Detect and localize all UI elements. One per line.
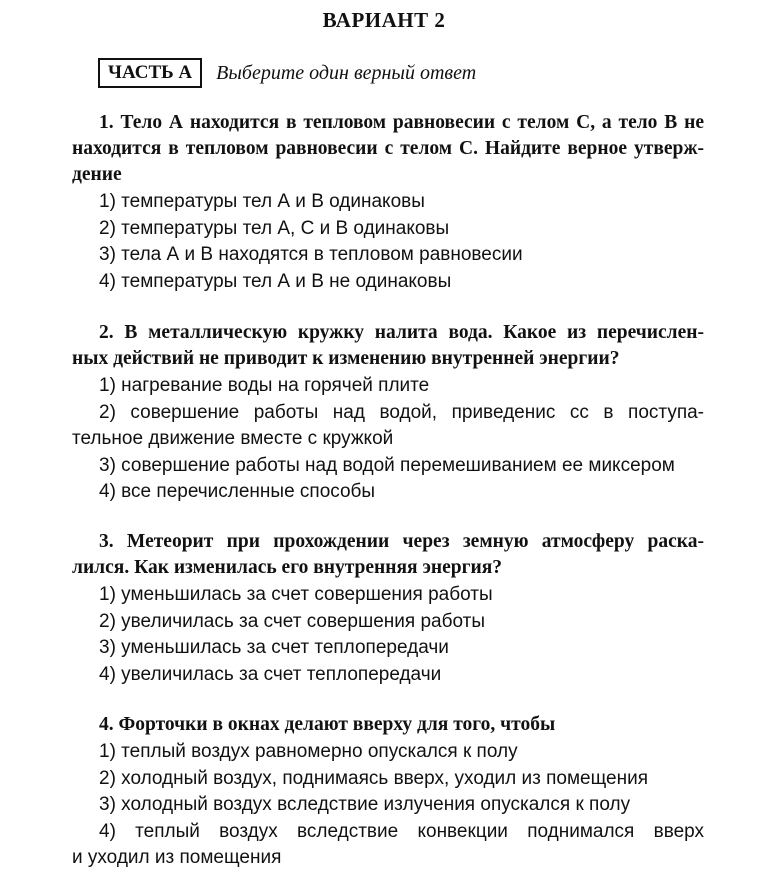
answer-option[interactable]: 1) теплый воздух равномерно опускался к полу	[99, 741, 518, 762]
answer-option[interactable]: 3) совершение работы над водой перемешиванием ее миксером	[99, 454, 675, 476]
question-4-options	[72, 739, 704, 872]
question-2	[72, 320, 704, 506]
answer-option[interactable]: 3) уменьшилась за счет теплопередачи	[99, 637, 449, 658]
question-1-options	[72, 189, 704, 295]
question-text-line: лился. Как изменилась его внутренняя энергия?	[72, 557, 503, 578]
answer-option[interactable]: 3) холодный воздух вследствие излучения опускался к полу	[99, 794, 631, 815]
answer-option[interactable]: 1) уменьшилась за счет совершения работы	[99, 584, 493, 605]
part-instruction: Выберите один верный ответ	[216, 61, 477, 84]
question-4	[72, 712, 704, 872]
answer-option[interactable]: 4) увеличилась за счет теплопередачи	[99, 663, 442, 685]
answer-option[interactable]: 1) температуры тел А и В одинаковы	[99, 191, 425, 212]
question-text-line: 2. В металлическую кружку налита вода. Какое из перечислен-	[99, 322, 704, 343]
question-text-line: 1. Тело А находится в тепловом равновесии с телом С, а тело В не	[99, 112, 704, 133]
question-text-line: 3. Метеорит при прохождении через земную атмосферу раска-	[99, 531, 704, 552]
part-label-box: ЧАСТЬ А	[98, 58, 202, 88]
question-text-line: находится в тепловом равновесии с телом С. Найдите верное утверж-	[72, 138, 704, 159]
question-2-options	[72, 373, 704, 506]
question-text-line: 4. Форточки в окнах делают вверху для того, чтобы	[99, 714, 556, 735]
question-4-text	[72, 712, 704, 738]
variant-title: ВАРИАНТ 2	[322, 8, 446, 32]
question-3-options	[72, 582, 704, 688]
answer-option[interactable]: 3) тела А и В находятся в тепловом равновесии	[99, 244, 523, 265]
question-3	[72, 529, 704, 688]
question-3-text	[72, 529, 704, 581]
question-1-text	[72, 110, 704, 188]
answer-option-continuation[interactable]: и уходил из помещения	[72, 847, 282, 868]
answer-option[interactable]: 2) температуры тел А, С и В одинаковы	[99, 217, 450, 239]
answer-option[interactable]: 1) нагревание воды на горячей плите	[99, 375, 430, 396]
question-2-text	[72, 320, 704, 372]
answer-option[interactable]: 4) теплый воздух вследствие конвекции поднимался вверх	[99, 820, 704, 842]
question-text-line: ных действий не приводит к изменению внутренней энергии?	[72, 348, 620, 369]
answer-option-continuation[interactable]: тельное движение вместе с кружкой	[72, 428, 394, 449]
part-header	[98, 56, 476, 90]
answer-option[interactable]: 4) температуры тел А и В не одинаковы	[99, 270, 452, 292]
question-1	[72, 110, 704, 295]
answer-option[interactable]: 2) совершение работы над водой, приведенис сс в поступа-	[99, 401, 704, 423]
answer-option[interactable]: 2) увеличилась за счет совершения работы	[99, 610, 485, 632]
question-text-line: дение	[72, 164, 122, 185]
answer-option[interactable]: 4) все перечисленные способы	[99, 481, 376, 502]
answer-option[interactable]: 2) холодный воздух, поднимаясь вверх, уходил из помещения	[99, 767, 649, 789]
